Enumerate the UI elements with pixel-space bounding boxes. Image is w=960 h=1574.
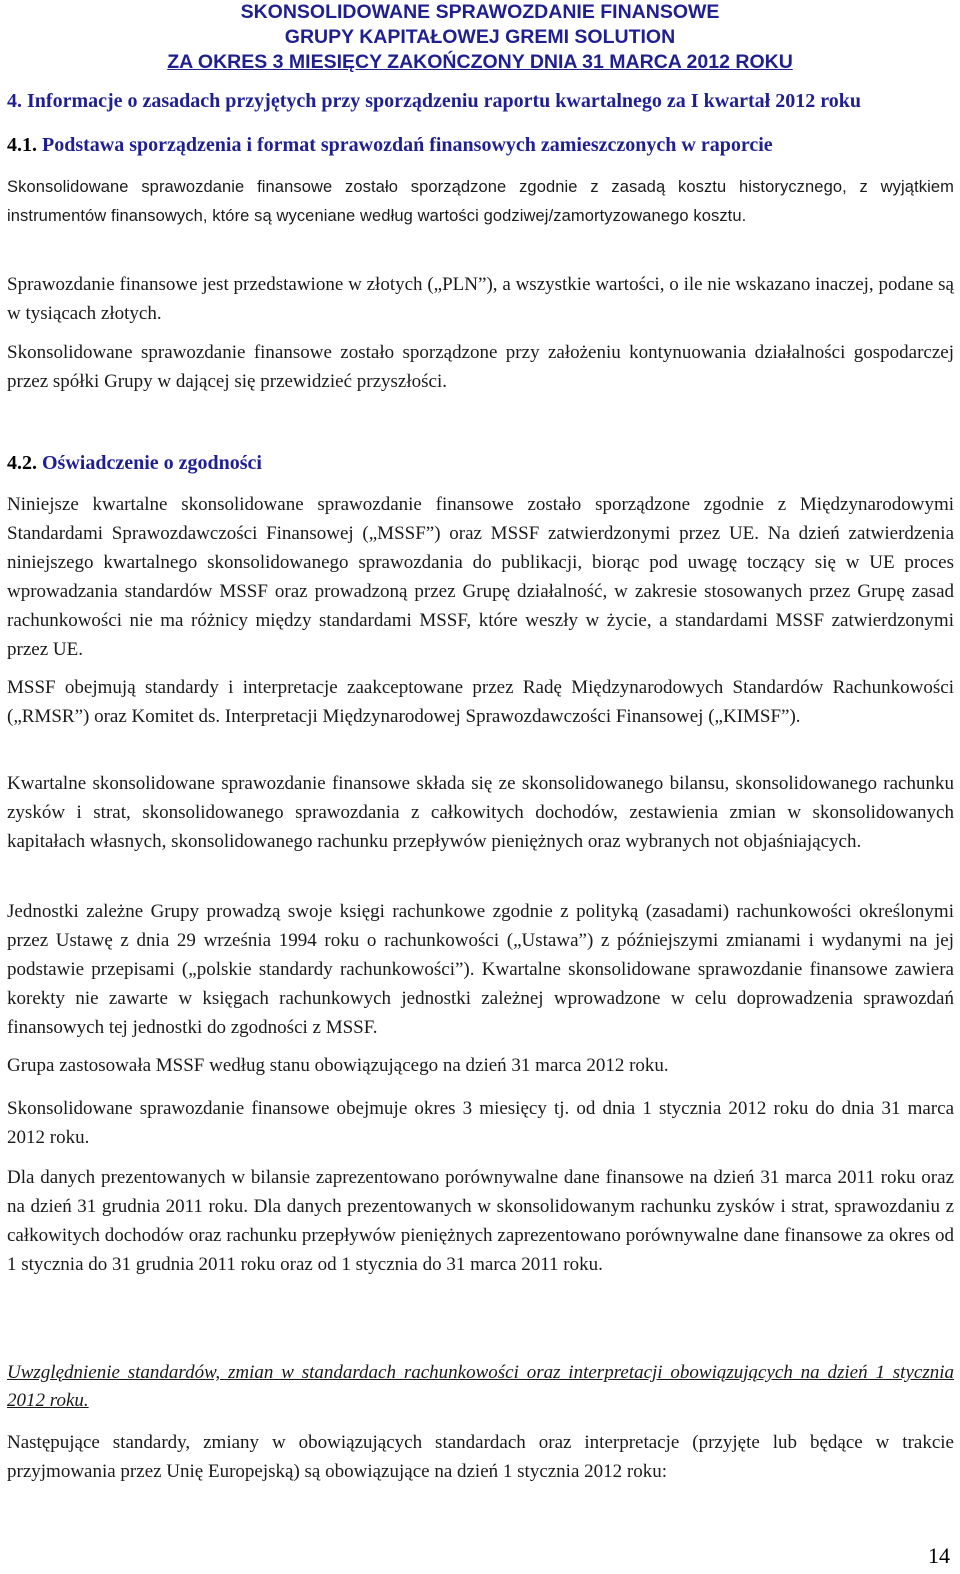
document-header — [0, 0, 960, 75]
section-4-1-paragraph-2: Sprawozdanie finansowe jest przedstawione w złotych („PLN”), a wszystkie wartości, o ile nie wskazano inaczej, podane są w tysiącach złotych. — [7, 274, 954, 324]
standards-paragraph-1: Następujące standardy, zmiany w obowiązujących standardach oraz interpretacje (przyjęte lub będące w trakcie przyjmowania przez Unię Europejską) są obowiązujące na dzień 1 stycznia 2012 roku: — [7, 1432, 954, 1482]
section-4-1-paragraph-1: Skonsolidowane sprawozdanie finansowe zostało sporządzone zgodnie z zasadą kosztu historycznego, z wyjątkiem instrumentów finansowych, które są wyceniane według wartości godziwej/zamortyzowanego kosztu. — [7, 178, 954, 225]
section-4-2-title: Oświadczenie o zgodności — [42, 452, 262, 474]
section-4-2-paragraph-4: Jednostki zależne Grupy prowadzą swoje księgi rachunkowe zgodnie z polityką (zasadami) rachunkowości określonymi przez Ustawę z dnia 29 września 1994 roku o rachunkowości („Ustawa”) z późniejszymi zmianami i wydanymi na jej podstawie przepisami („polskie standardy rachunkowości”). Kwartalne skonsolidowane sprawozdanie finansowe zawiera korekty nie zawarte w księgach rachunkowych jednostki zależnej wprowadzone w celu doprowadzenia sprawozdań finansowych tej jednostki do zgodności z MSSF. — [7, 901, 954, 1038]
section-4-1-heading — [7, 132, 773, 158]
section-4-2-heading — [7, 450, 262, 476]
section-4-2-paragraph-2: MSSF obejmują standardy i interpretacje zaakceptowane przez Radę Międzynarodowych Standardów Rachunkowości („RMSR”) oraz Komitet ds. Interpretacji Międzynarodowej Sprawozdawczości Finansowej („KIMSF”). — [7, 677, 954, 727]
section-4-1-title: Podstawa sporządzenia i format sprawozdań finansowych zamieszczonych w raporcie — [42, 134, 773, 156]
section-4-1-paragraph-3: Skonsolidowane sprawozdanie finansowe zostało sporządzone przy założeniu kontynuowania działalności gospodarczej przez spółki Grupy w dającej się przewidzieć przyszłości. — [7, 342, 954, 392]
header-line-2: GRUPY KAPITAŁOWEJ GREMI SOLUTION — [284, 26, 676, 48]
section-4-2-paragraph-5: Grupa zastosowała MSSF według stanu obowiązującego na dzień 31 marca 2012 roku. — [7, 1055, 669, 1076]
section-4-2-paragraph-3: Kwartalne skonsolidowane sprawozdanie finansowe składa się ze skonsolidowanego bilansu, skonsolidowanego rachunku zysków i strat, skonsolidowanego sprawozdania z całkowitych dochodów, zestawienia zmian w skonsolidowanych kapitałach własnych, skonsolidowanego rachunku przepływów pieniężnych oraz wybranych not objaśniających. — [7, 773, 954, 852]
header-line-1: SKONSOLIDOWANE SPRAWOZDANIE FINANSOWE — [240, 1, 720, 23]
section-4-title: 4. Informacje o zasadach przyjętych przy sporządzeniu raportu kwartalnego za I kwartał 2012 roku — [7, 90, 861, 112]
header-line-3: ZA OKRES 3 MIESIĘCY ZAKOŃCZONY DNIA 31 MARCA 2012 ROKU — [167, 51, 793, 73]
section-4-2-paragraph-7: Dla danych prezentowanych w bilansie zaprezentowano porównywalne dane finansowe na dzień 31 marca 2011 roku oraz na dzień 31 grudnia 2011 roku. Dla danych prezentowanych w skonsolidowanym rachunku zysków i strat, sprawozdaniu z całkowitych dochodów oraz rachunku przepływów pieniężnych zaprezentowano porównywalne dane finansowe za okres od 1 stycznia do 31 grudnia 2011 roku oraz od 1 stycznia do 31 marca 2011 roku. — [7, 1167, 954, 1275]
section-4-2-number: 4.2. — [7, 452, 37, 474]
section-4-2-paragraph-1: Niniejsze kwartalne skonsolidowane sprawozdanie finansowe zostało sporządzone zgodnie z Międzynarodowymi Standardami Sprawozdawczości Finansowej („MSSF”) oraz MSSF zatwierdzonymi przez UE. Na dzień zatwierdzenia niniejszego kwartalnego skonsolidowanego sprawozdania do publikacji, biorąc pod uwagę toczący się w UE proces wprowadzania standardów MSSF oraz prowadzoną przez Grupę działalność, w zakresie stosowanych przez Grupę zasad rachunkowości nie ma różnicy między standardami MSSF, które weszły w życie, a standardami MSSF zatwierdzonymi przez UE. — [7, 494, 954, 660]
standards-subtitle: Uwzględnienie standardów, zmian w standardach rachunkowości oraz interpretacji obowiązujących na dzień 1 stycznia 2012 roku. — [7, 1362, 954, 1411]
page-number: 14 — [928, 1543, 950, 1568]
section-4-1-number: 4.1. — [7, 134, 37, 156]
section-4-2-paragraph-6: Skonsolidowane sprawozdanie finansowe obejmuje okres 3 miesięcy tj. od dnia 1 stycznia 2012 roku do dnia 31 marca 2012 roku. — [7, 1098, 954, 1148]
